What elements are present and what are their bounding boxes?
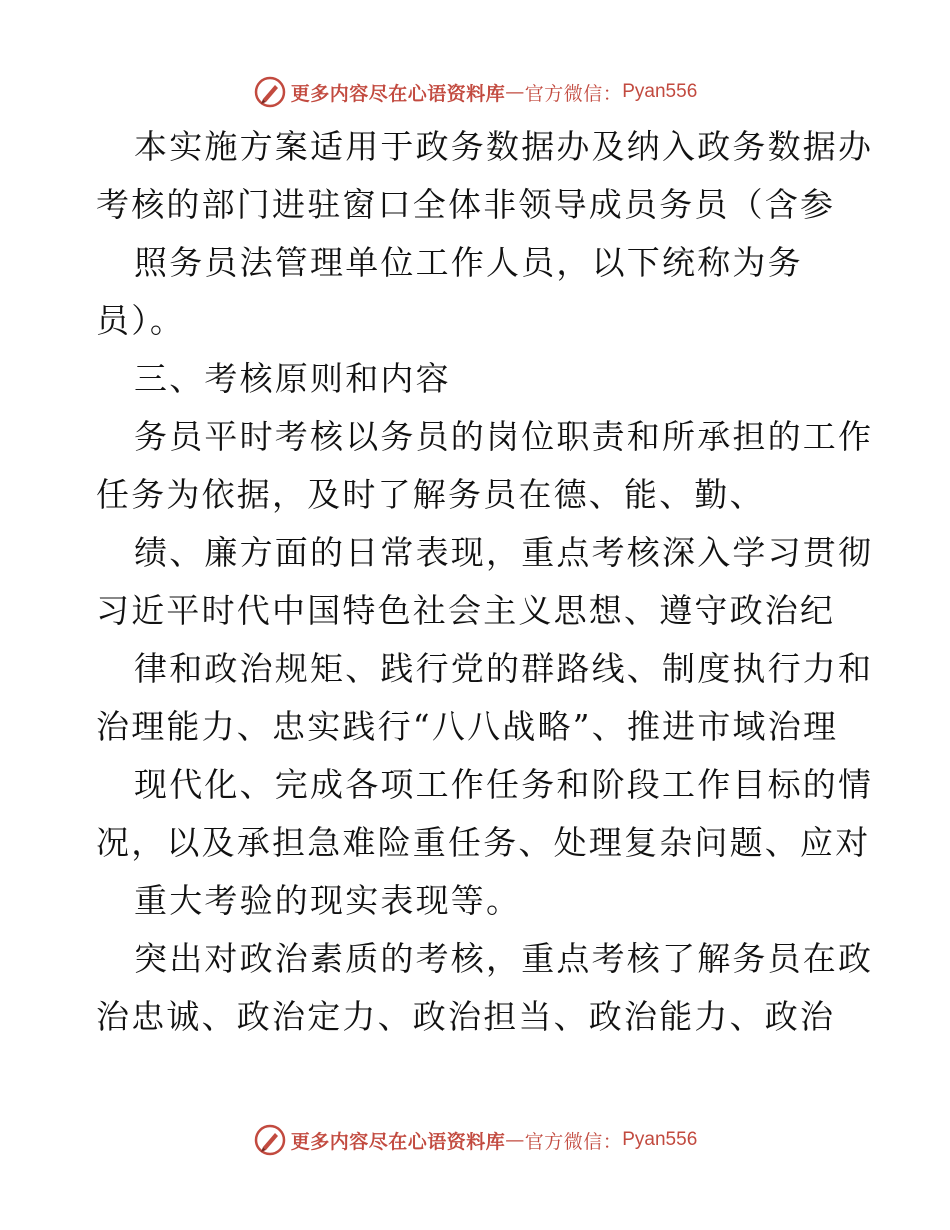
- wechat-id: Pyan556: [622, 81, 698, 102]
- header-banner: [0, 72, 950, 112]
- text-line: 任务为依据，及时了解务员在德、能、勤、: [96, 475, 765, 514]
- text-line: 绩、廉方面的日常表现，重点考核深入学习贯彻: [134, 533, 874, 572]
- text-line: 照务员法管理单位工作人员，以下统称为务: [134, 243, 803, 282]
- wechat-label: 官方微信：: [524, 1130, 623, 1153]
- brand-text: 更多内容尽在心语资料库: [290, 82, 506, 105]
- text-line: 考核的部门进驻窗口全体非领导成员务员（含参: [96, 185, 836, 224]
- text-line: 本实施方案适用于政务数据办及纳入政务数据办: [134, 127, 874, 166]
- text-line: 重大考验的现实表现等。: [134, 881, 522, 920]
- brand-text: 更多内容尽在心语资料库: [290, 1130, 506, 1153]
- banner-dash: —: [505, 81, 525, 103]
- wechat-label: 官方微信：: [524, 82, 623, 105]
- text-line: 治理能力、忠实践行“八八战略”、推进市域治理: [96, 707, 839, 746]
- footer-banner: [0, 1120, 950, 1160]
- text-line: 员）。: [96, 301, 186, 340]
- banner-dash: —: [505, 1129, 525, 1151]
- pen-logo-icon: [253, 1123, 287, 1157]
- document-body: [96, 118, 874, 1046]
- text-line: 现代化、完成各项工作任务和阶段工作目标的情: [134, 765, 874, 804]
- text-line: 习近平时代中国特色社会主义思想、遵守政治纪: [96, 591, 836, 630]
- text-line: 况，以及承担急难险重任务、处理复杂问题、应对: [96, 823, 871, 862]
- wechat-id: Pyan556: [622, 1129, 698, 1150]
- text-line: 治忠诚、政治定力、政治担当、政治能力、政治: [96, 997, 836, 1036]
- pen-logo-icon: [253, 75, 287, 109]
- text-line: 突出对政治素质的考核，重点考核了解务员在政: [134, 939, 874, 978]
- text-line: 律和政治规矩、践行党的群路线、制度执行力和: [134, 649, 874, 688]
- text-line: 务员平时考核以务员的岗位职责和所承担的工作: [134, 417, 874, 456]
- section-heading: 三、考核原则和内容: [134, 359, 451, 398]
